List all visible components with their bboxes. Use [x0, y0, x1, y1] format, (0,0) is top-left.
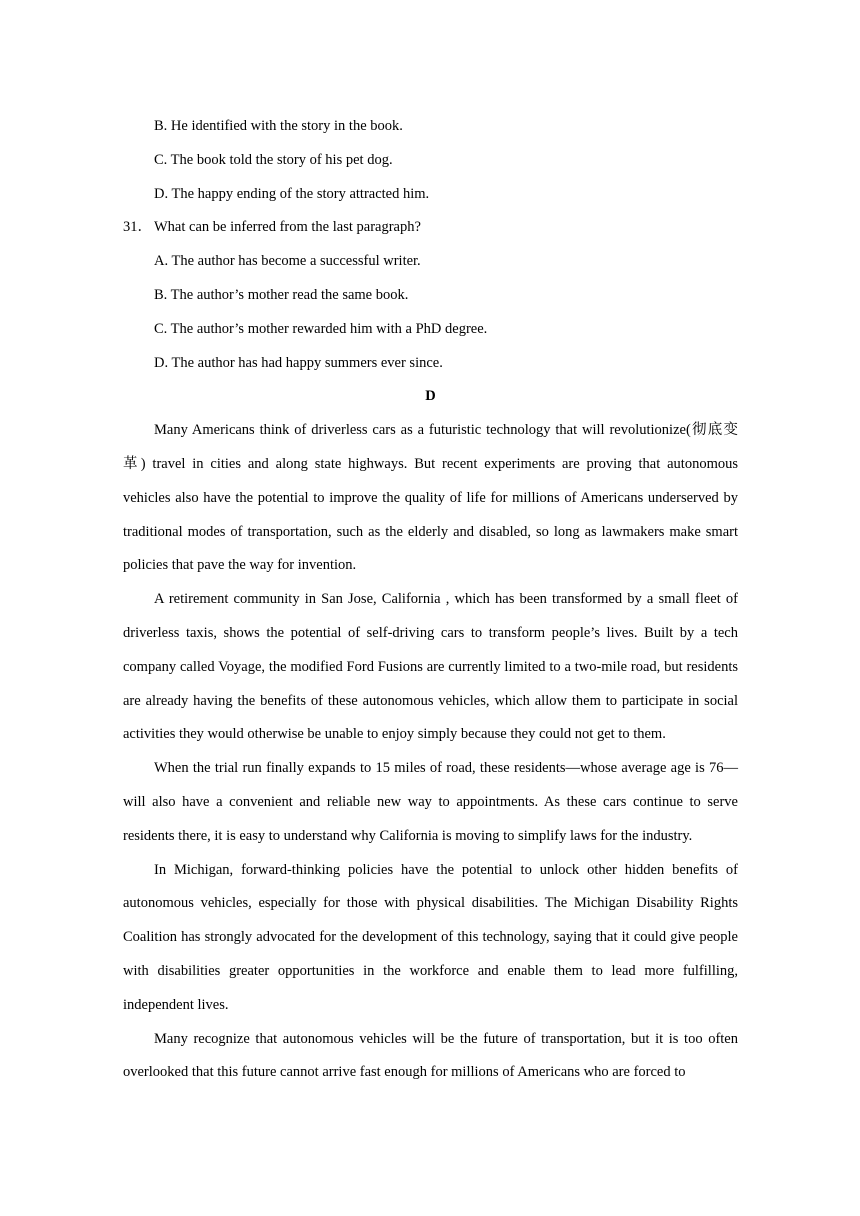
q31-stem: What can be inferred from the last paragraph? [154, 219, 421, 236]
paragraph-4: In Michigan, forward-thinking policies have the potential to unlock other hidden benefits of autonomous vehicles, especially for those with physical disabilities. The Michigan Disability Rights Coalition has strongly advocated for the development of this technology, saying that it could give people with disabilities greater opportunities in the workforce and enable them to lead more fulfilling, independent lives. [123, 861, 738, 1013]
section-heading: D [425, 388, 436, 405]
page-content [123, 110, 738, 1090]
q30-option-b: B. He identified with the story in the book. [154, 118, 403, 134]
q31-option-b: B. The author’s mother read the same book. [154, 286, 409, 303]
q31-stem-line [123, 211, 738, 245]
q31-option-c: C. The author’s mother rewarded him with a PhD degree. [154, 320, 488, 337]
paragraph-1: Many Americans think of driverless cars as a futuristic technology that will revolutionize(彻底变革) travel in cities and along state highways. But recent experiments are proving that autonomous vehicles also have the potential to improve the quality of life for millions of Americans underserved by traditional modes of transportation, such as the elderly and disabled, so long as lawmakers make smart policies that pave the way for invention. [123, 422, 738, 574]
q30-option-c: C. The book told the story of his pet dog. [154, 151, 393, 168]
paragraph-3: When the trial run finally expands to 15 miles of road, these residents—whose average age is 76—will also have a convenient and reliable new way to appointments. As these cars continue to serve residents there, it is easy to understand why California is moving to simplify laws for the industry. [123, 760, 738, 844]
paragraph-2: A retirement community in San Jose, California , which has been transformed by a small fleet of driverless taxis, shows the potential of self-driving cars to transform people’s lives. Built by a tech company called Voyage, the modified Ford Fusions are currently limited to a two-mile road, but residents are already having the benefits of these autonomous vehicles, which allow them to participate in social activities they would otherwise be unable to enjoy simply because they could not get to them. [123, 591, 738, 743]
q31-option-a: A. The author has become a successful writer. [154, 253, 421, 270]
q31-number: 31． [123, 219, 152, 236]
paragraph-5: Many recognize that autonomous vehicles will be the future of transportation, but it is too often overlooked that this future cannot arrive fast enough for millions of Americans who are forced to [123, 1030, 738, 1081]
q31-option-d: D. The author has had happy summers ever since. [154, 354, 443, 371]
q30-option-d: D. The happy ending of the story attracted him. [154, 185, 430, 202]
